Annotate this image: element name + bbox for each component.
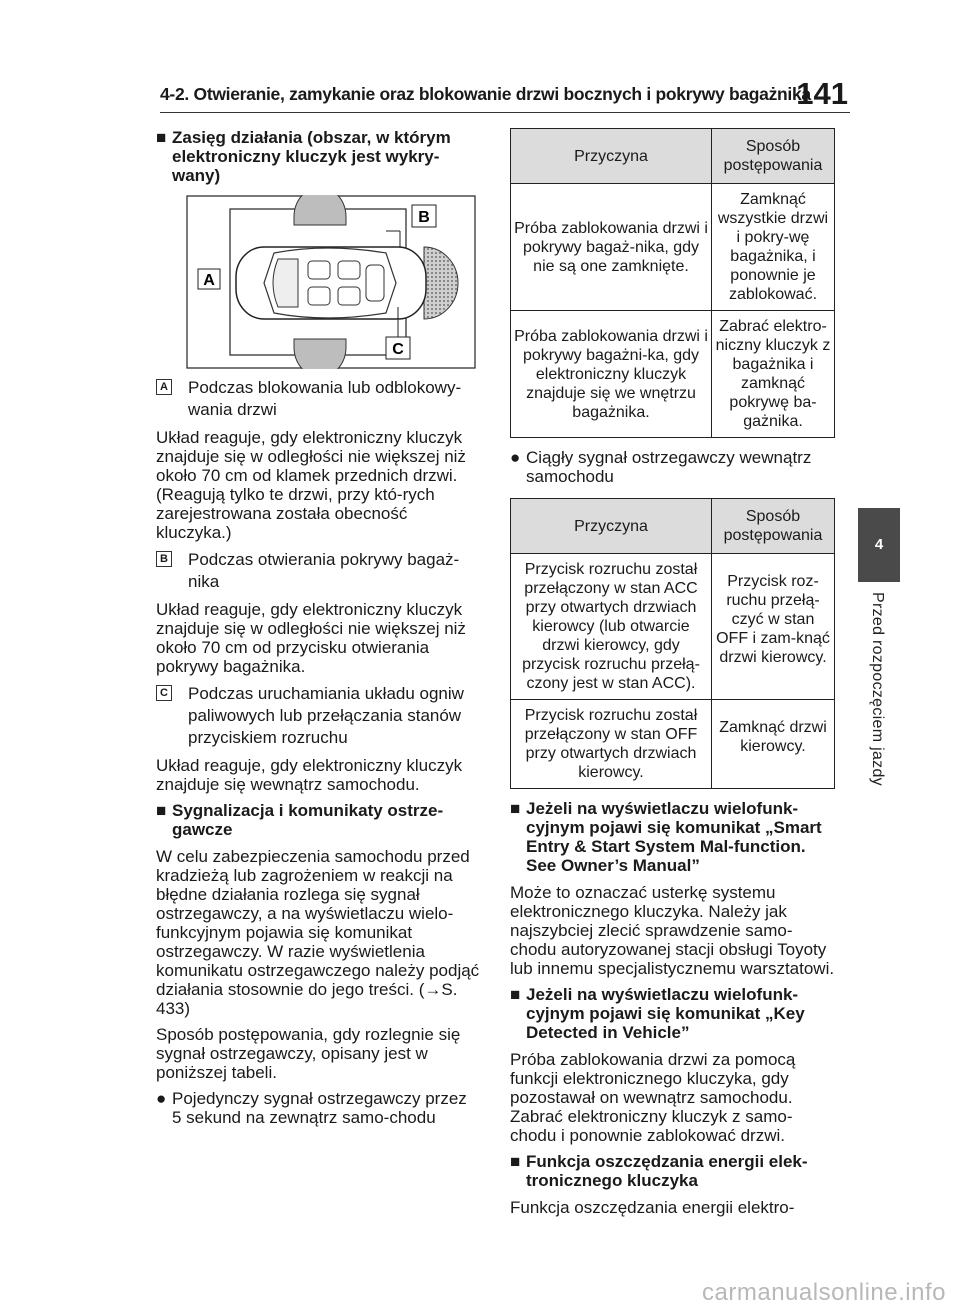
figure-label-b: B xyxy=(418,209,430,226)
heading-square-icon: ■ xyxy=(510,985,521,1004)
paragraph: Układ reaguje, gdy elektroniczny kluczyk znajduje się w odległości nie większej niż około 70 cm od przycisku otwierania pokrywy bagażnika. xyxy=(156,600,466,676)
heading-square-icon: ■ xyxy=(156,128,167,147)
bullet-dot-icon: ● xyxy=(510,448,521,467)
table-row: Przycisk rozruchu został przełączony w stan OFF przy otwartych drzwiach kierowcy. Zamknąć drzwi kierowcy. xyxy=(511,700,835,789)
table-header: Sposób postępowania xyxy=(712,499,835,554)
paragraph: W celu zabezpieczenia samochodu przed kradzieżą lub zagrożeniem w reakcji na błędne działania rozlega się sygnał ostrzegawczy, a na wyświetlaczu wielo-funkcyjnym pojawia się komunikat ostrzegawczy. W razie wyświetlenia komunikatu ostrzegawczego należy podjąć działania stosownie do jego treści. (→S. 433) xyxy=(156,847,480,1018)
paragraph: Funkcja oszczędzania energii elektro- xyxy=(510,1198,795,1217)
list-item-b: B Podczas otwierania pokrywy bagaż-nika xyxy=(156,549,480,593)
figure-label-a: A xyxy=(203,272,215,289)
paragraph: Układ reaguje, gdy elektroniczny kluczyk znajduje się w odległości nie większej niż około 70 cm od klamek przednich drzwi. (Reagują tylko te drzwi, przy któ-rych zarejestrowana została obecność kluczyka.) xyxy=(156,428,466,542)
heading-battery-saving: ■ Funkcja oszczędzania energii elek-tronicznego kluczyka xyxy=(510,1152,808,1190)
table-row: Próba zablokowania drzwi i pokrywy bagażni-ka, gdy elektroniczny kluczyk znajduje się we wnętrzu bagażnika. Zabrać elektro-niczny kluczyk z bagażnika i zamknąć pokrywę ba-gażnika. xyxy=(511,311,835,438)
heading-range: ■ Zasięg działania (obszar, w którym elektroniczny kluczyk jest wykry-wany) xyxy=(156,128,451,185)
heading-square-icon: ■ xyxy=(156,801,167,820)
paragraph: Układ reaguje, gdy elektroniczny kluczyk znajduje się wewnątrz samochodu. xyxy=(156,756,463,794)
heading-malfunction: ■ Jeżeli na wyświetlaczu wielofunk-cyjnym pojawi się komunikat „Smart Entry & Start System Mal-function. See Owner’s Manual” xyxy=(510,799,822,875)
header-divider xyxy=(160,112,850,113)
label-c: C xyxy=(156,685,172,701)
label-a: A xyxy=(156,379,172,395)
car-top-view-icon xyxy=(186,195,476,369)
heading-square-icon: ■ xyxy=(510,1152,521,1171)
page-header xyxy=(160,78,850,114)
heading-key-detected: ■ Jeżeli na wyświetlaczu wielofunk-cyjnym pojawi się komunikat „Key Detected in Vehicle” xyxy=(510,985,805,1042)
chapter-label: Przed rozpoczęciem jazdy xyxy=(869,592,886,786)
heading-warnings: ■ Sygnalizacja i komunikaty ostrze-gawcze xyxy=(156,801,444,839)
detection-range-figure xyxy=(186,195,476,369)
left-column xyxy=(156,128,480,1134)
list-item-c: C Podczas uruchamiania układu ogniw paliwowych lub przełączania stanów przyciskiem rozruchu xyxy=(156,683,480,749)
bullet-item: ● Pojedynczy sygnał ostrzegawczy przez 5 sekund na zewnątrz samo-chodu xyxy=(156,1089,467,1127)
paragraph: Może to oznaczać usterkę systemu elektronicznego kluczyka. Należy jak najszybciej zlecić sprawdzenie samo-chodu autoryzowanej stacji obsługi Toyoty lub innemu specjalistycznemu warsztatowi. xyxy=(510,883,835,978)
figure-label-c: C xyxy=(392,341,404,358)
table-header: Przyczyna xyxy=(511,499,712,554)
list-item-a: A Podczas blokowania lub odblokowy-wania drzwi xyxy=(156,377,480,421)
page-number: 141 xyxy=(796,76,848,111)
paragraph: Sposób postępowania, gdy rozlegnie się sygnał ostrzegawczy, opisany jest w poniższej tabeli. xyxy=(156,1025,461,1082)
table-header: Przyczyna xyxy=(511,129,712,184)
watermark: carmanualsonline.info xyxy=(702,1279,946,1306)
heading-square-icon: ■ xyxy=(510,799,521,818)
table-row: Próba zablokowania drzwi i pokrywy bagaż-nika, gdy nie są one zamknięte. Zamknąć wszystkie drzwi i pokry-wę bagażnika, i ponownie je zablokować. xyxy=(511,184,835,311)
table-row: Przycisk rozruchu został przełączony w stan ACC przy otwartych drzwiach kierowcy (lub otwarcie drzwi kierowcy, gdy przycisk rozruchu przełą-czony jest w stan ACC). Przycisk roz-ruchu przełą-czyć w stan OFF i zam-knąć drzwi kierowcy. xyxy=(511,554,835,700)
chapter-tab: 4 xyxy=(858,508,900,582)
bullet-dot-icon: ● xyxy=(156,1089,167,1108)
right-column xyxy=(510,128,835,1224)
label-b: B xyxy=(156,551,172,567)
warning-table-internal xyxy=(510,498,835,789)
warning-table-external xyxy=(510,128,835,438)
paragraph: Próba zablokowania drzwi za pomocą funkcji elektronicznego kluczyka, gdy pozostawał on wewnątrz samochodu. Zabrać elektroniczny kluczyk z samo-chodu i ponownie zablokować drzwi. xyxy=(510,1050,796,1145)
bullet-item: ● Ciągły sygnał ostrzegawczy wewnątrz samochodu xyxy=(510,448,812,486)
section-title: 4-2. Otwieranie, zamykanie oraz blokowanie drzwi bocznych i pokrywy bagażnika xyxy=(160,84,811,104)
table-header: Sposób postępowania xyxy=(712,129,835,184)
